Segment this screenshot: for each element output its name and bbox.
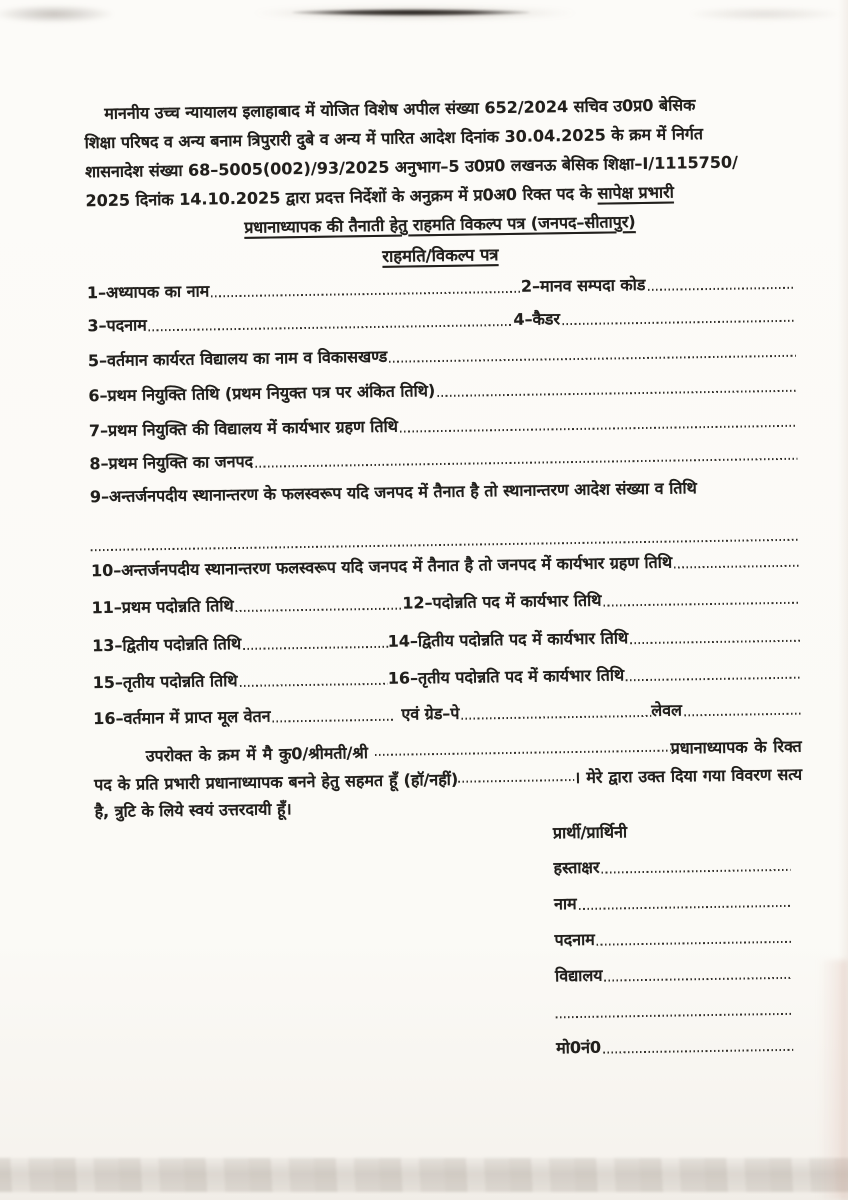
field-label-grade-pay: एवं ग्रेड–पे	[401, 704, 460, 725]
intro-line-4-plain: 2025 दिनांक 14.10.2025 द्वारा प्रदत्त निर्देशों के अनुक्रम में प्र0अ0 रिक्त पद के	[85, 183, 598, 211]
field-label-second-promotion-joining-date: 14–द्वितीय पदोन्नति पद में कार्यभार तिथि	[387, 628, 629, 652]
scan-artifact-smudge-right	[690, 7, 840, 21]
dotted-blank-designation	[149, 324, 514, 331]
scan-artifact-smudge-left	[0, 5, 114, 23]
field-label-designation: 3–पदनाम	[87, 315, 147, 336]
signature-row-sign	[553, 839, 791, 879]
field-label-current-school: 5–वर्तमान कार्यरत विद्यालय का नाम व विकासखण्ड	[87, 347, 388, 371]
dotted-blank-interdistrict-joining-date	[674, 565, 799, 569]
dotted-blank-sig-designation	[597, 940, 792, 945]
field-label-second-promotion-date: 13–द्वितीय पदोन्नति तिथि	[92, 634, 242, 656]
scan-artifact-top-halo	[250, 6, 580, 20]
dotted-blank-sign	[602, 868, 791, 873]
dotted-blank-name	[579, 904, 791, 909]
field-label-promotion-joining-date: 12–पदोन्नति पद में कार्यभार तिथि	[402, 591, 602, 613]
signature-row-mobile	[556, 1019, 794, 1059]
scan-artifact-bottom-band	[0, 1158, 848, 1192]
dotted-blank-sig-school	[605, 976, 793, 981]
field-label-basic-pay: 16–वर्तमान में प्राप्त मूल वेतन	[93, 706, 271, 729]
dotted-blank-extra-line	[556, 1012, 793, 1018]
signature-row-school	[555, 947, 793, 987]
form-content	[84, 89, 806, 1066]
declaration-part-2: प्रधानाध्यापक के रिक्त पद के प्रति प्रभारी प्रधानाध्यापक बनने हेतु सहमत हूँ (हॉ/नहीं)	[94, 736, 802, 794]
field-label-interdistrict-transfer-order: 9–अन्तर्जनपदीय स्थानान्तरण के फलस्वरूप यदि जनपद में तैनात है तो स्थानान्तरण आदेश संख्या व तिथि	[89, 478, 697, 507]
scan-artifact-right-strip	[838, 0, 848, 1200]
declaration-part-1: उपरोक्त के क्रम में मै कु0/श्रीमती/श्री	[145, 743, 375, 766]
dotted-blank-mobile	[603, 1048, 793, 1053]
signature-label-name: नाम	[553, 893, 577, 914]
dotted-blank-third-promotion-date	[240, 683, 388, 687]
intro-line-1: माननीय उच्च न्यायालय इलाहाबाद में योजित विशेष अपील संख्या 652/2024 सचिव उ0प्र0 बेसिक	[104, 95, 696, 123]
field-label-first-appointment-district: 8–प्रथम नियुक्ति का जनपद	[89, 452, 254, 474]
dotted-blank-current-school	[389, 355, 796, 363]
field-label-third-promotion-date: 15–तृतीय पदोन्नति तिथि	[92, 671, 238, 693]
scan-artifact-right-edge	[818, 960, 848, 1200]
signature-row-extra-line	[555, 983, 793, 1023]
intro-line-3: शासनादेश संख्या 68–5005(002)/93/2025 अनुभाग–5 उ0प्र0 लखनऊ बेसिक शिक्षा–I/1115750/	[84, 152, 739, 182]
field-label-first-joining-date: 7–प्रथम नियुक्ति की विद्यालय में कार्यभार ग्रहण तिथि	[88, 417, 399, 441]
signature-label-mobile: मो0नं0	[556, 1037, 602, 1058]
dotted-blank-level	[684, 713, 801, 717]
intro-paragraph	[84, 89, 794, 244]
signature-block	[553, 815, 794, 1058]
signature-heading: प्रार्थी/प्रार्थिनी	[552, 822, 628, 843]
field-label-teacher-name: 1–अध्यापक का नाम	[86, 281, 210, 303]
dotted-blank-manav-sampada-code	[647, 287, 795, 291]
field-label-interdistrict-joining-date: 10–अन्तर्जनपदीय स्थानान्तरण फलस्वरूप यदि जनपद में तैनात है तो जनपद में कार्यभार ग्रहण तिथि	[90, 552, 673, 581]
dotted-blank-second-promotion-date	[243, 646, 387, 650]
intro-line-2: शिक्षा परिषद व अन्य बनाम त्रिपुरारी दुबे व अन्य में पारित आदेश दिनांक 30.04.2025 के क्रम में निर्गत	[84, 124, 704, 153]
signature-row-designation	[554, 911, 792, 951]
field-label-cadre: 4–कैडर	[513, 309, 561, 330]
field-label-third-promotion-joining-date: 16–तृतीय पदोन्नति पद में कार्यभार तिथि	[387, 665, 625, 689]
dotted-blank-first-appointment-date	[437, 390, 796, 397]
scan-artifact-top-edge-line	[292, 9, 530, 16]
declaration-part-3: । मेरे द्वारा उक्त दिया गया विवरण सत्य है, त्रुटि के लिये स्वयं उत्तरदायी हूँ।	[94, 764, 803, 822]
intro-line-4-underlined: सापेक्ष प्रभारी	[597, 182, 674, 203]
field-label-level: लेवल	[651, 700, 683, 721]
field-label-first-promotion-date: 11–प्रथम पदोन्नति तिथि	[91, 596, 234, 618]
field-label-manav-sampada-code: 2–मानव सम्पदा कोड	[520, 275, 646, 297]
dotted-blank-first-joining-date	[400, 425, 797, 433]
dotted-blank-applicant-name	[375, 750, 671, 756]
signature-label-designation: पदनाम	[554, 929, 595, 950]
dotted-blank-first-promotion-date	[236, 608, 403, 612]
form-title: राहमति/विकल्प पत्र	[382, 245, 499, 266]
intro-line-5-underlined: प्रधानाध्यापक की तैनाती हेतु राहमति विकल्प पत्र (जनपद–सीतापुर)	[244, 212, 636, 237]
dotted-blank-grade-pay	[461, 715, 651, 720]
declaration-paragraph	[94, 733, 803, 826]
signature-label-sign: हस्ताक्षर	[553, 857, 600, 878]
dotted-blank-yes-no	[458, 779, 574, 783]
dotted-blank-basic-pay	[273, 719, 396, 723]
dotted-blank-teacher-name	[211, 291, 521, 298]
dotted-blank-promotion-joining-date	[603, 602, 799, 607]
signature-row-name	[554, 875, 792, 915]
dotted-blank-second-promotion-joining-date	[630, 640, 800, 645]
dotted-blank-third-promotion-joining-date	[626, 677, 801, 682]
signature-label-school: विद्यालय	[554, 965, 603, 986]
field-label-first-appointment-date: 6–प्रथम नियुक्ति तिथि (प्रथम नियुक्त पत्र पर अंकित तिथि)	[88, 381, 436, 406]
dotted-blank-cadre	[562, 320, 795, 325]
